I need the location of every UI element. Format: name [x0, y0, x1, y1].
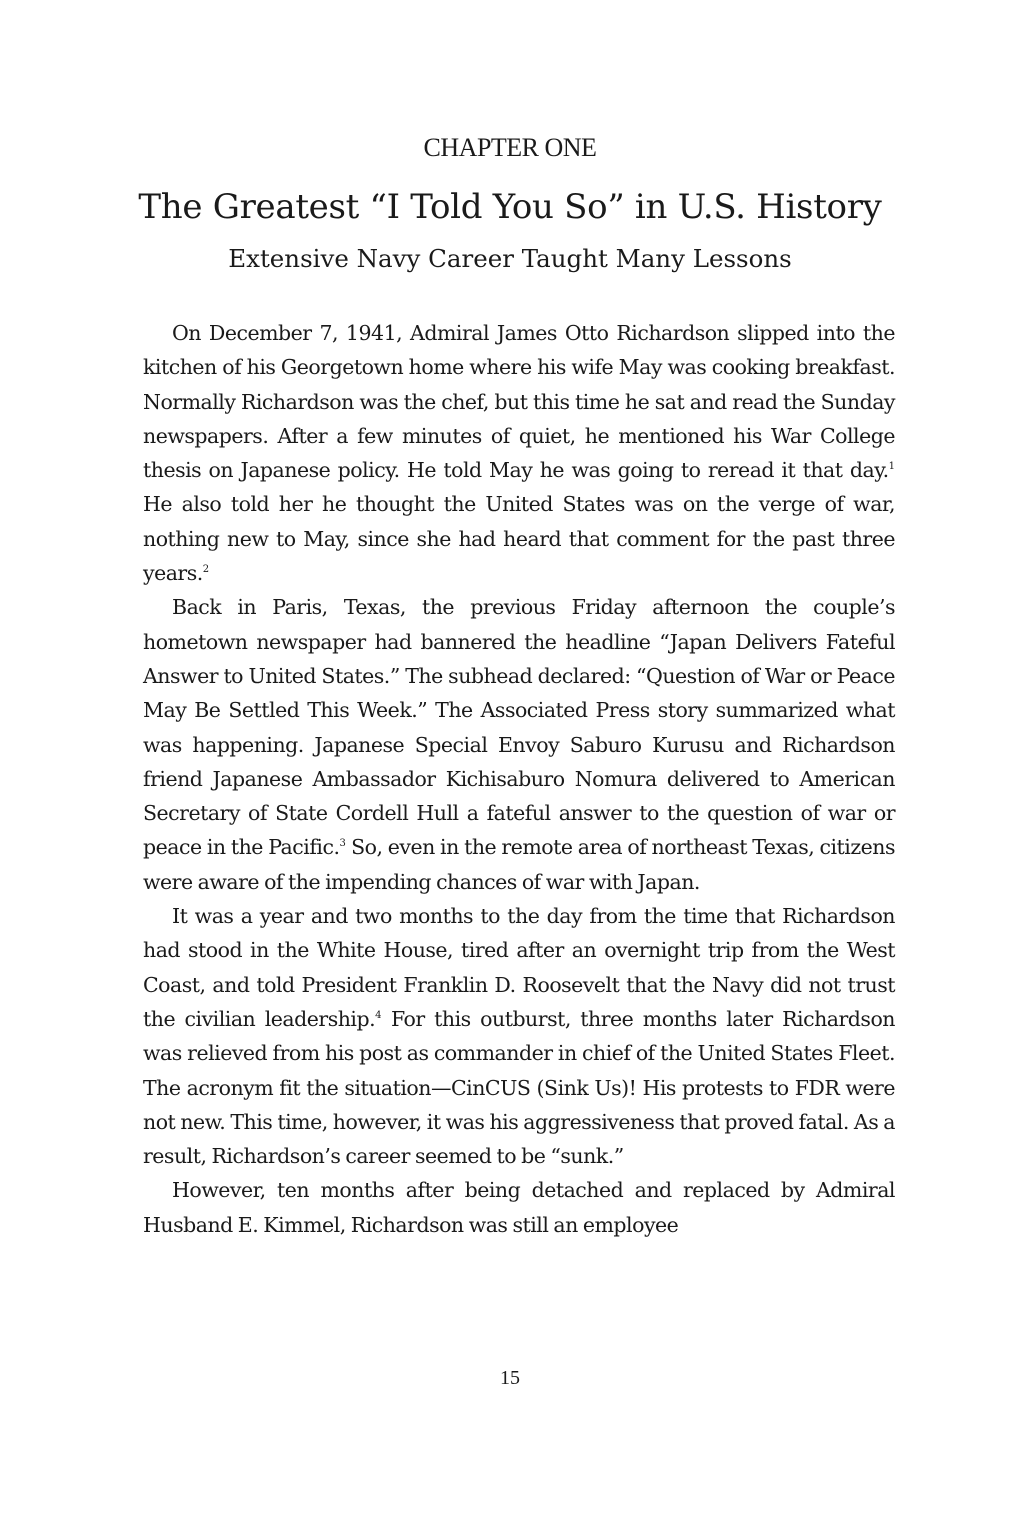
paragraph-text: So, even in the remote area of northeast Texas, citizens were aware of the impending chances of war with Japan. — [143, 835, 895, 894]
paragraph — [143, 899, 895, 1173]
paragraph-text: For this outburst, three months later Richardson was relieved from his post as commander in chief of the United States Fleet. The acronym fit the situation—CinCUS (Sink Us)! His protests to FDR were not new. This time, however, it was his aggressiveness that proved fatal. As a result, Richardson’s career seemed to be “sunk.” — [143, 1006, 895, 1169]
footnote-marker: 2 — [202, 564, 210, 576]
paragraph — [143, 1173, 895, 1242]
chapter-body — [143, 316, 895, 1242]
paragraph — [143, 590, 895, 899]
paragraph-text: Back in Paris, Texas, the previous Friday afternoon the couple’s hometown newspaper had bannered the headline “Japan Delivers Fateful Answer to United States.” The subhead declared: “Question of War or Peace May Be Settled This Week.” The Associated Press story summarized what was happening. Japanese Special Envoy Saburo Kurusu and Richardson friend Japanese Ambassador Kichisaburo Nomura delivered to American Secretary of State Cordell Hull a fateful answer to the question of war or peace in the Pacific. — [143, 595, 895, 860]
chapter-title: The Greatest “I Told You So” in U.S. History — [138, 187, 882, 227]
footnote-marker: 3 — [339, 838, 346, 850]
paragraph — [143, 316, 895, 590]
chapter-subtitle: Extensive Navy Career Taught Many Lessons — [228, 244, 792, 273]
footnote-marker: 4 — [375, 1009, 382, 1021]
paragraph-text: It was a year and two months to the day from the time that Richardson had stood in the White House, tired after an overnight trip from the West Coast, and told President Franklin D. Roosevelt that the Navy did not trust the civilian leadership. — [143, 904, 895, 1031]
paragraph-text: However, ten months after being detached and replaced by Admiral Husband E. Kimmel, Richardson was still an employee — [143, 1178, 895, 1237]
paragraph-text: On December 7, 1941, Admiral James Otto Richardson slipped into the kitchen of his Georgetown home where his wife May was cooking breakfast. Normally Richardson was the chef, but this time he sat and read the Sunday newspapers. After a few minutes of quiet, he mentioned his War College thesis on Japanese policy. He told May he was going to reread it that day. — [143, 321, 895, 483]
paragraph-text: He also told her he thought the United States was on the verge of war, nothing new to May, since she had heard that comment for the past three years. — [143, 492, 895, 586]
footnote-marker: 1 — [888, 461, 895, 473]
page-number: 15 — [500, 1367, 520, 1389]
chapter-label: CHAPTER ONE — [423, 133, 597, 162]
